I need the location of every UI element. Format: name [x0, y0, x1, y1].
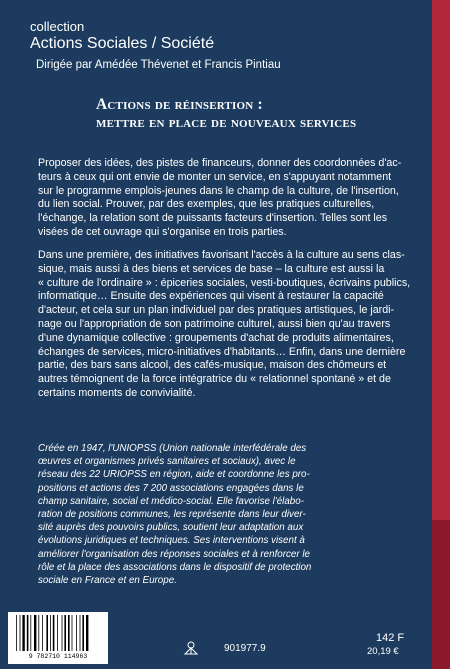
publisher-description [38, 442, 425, 587]
summary-paragraph-1 [38, 157, 425, 240]
book-title-line-2: mettre en place de nouveaux services [96, 114, 357, 131]
barcode-bar [76, 615, 77, 651]
barcode-bar [86, 615, 88, 651]
publisher-logo-icon [183, 640, 199, 656]
price-francs: 142 F [376, 632, 405, 644]
price-euros: 20,19 € [367, 646, 399, 657]
cover-footer [0, 612, 450, 669]
text-line: nage ou l'appropriation de son patrimoine culturel, aussi bien qu'au travers [38, 317, 391, 330]
text-line: sur le programme emplois-jeunes dans le champ de la culture, de l'insertion, [38, 184, 399, 197]
text-line: ration de positions communes, les représente dans leur diver- [38, 509, 306, 521]
text-line: sociale en France et en Europe. [38, 575, 177, 587]
accent-bar [432, 0, 450, 669]
text-line: visées de cet ouvrage qui s'organise en trois parties. [38, 225, 287, 238]
barcode-bar [72, 615, 73, 651]
barcode-bar [38, 615, 39, 651]
text-line: sité auprès des pouvoirs publics, soutient leur adaptation aux [38, 522, 304, 534]
text-line: réseau des 22 URIOPSS en région, aide et coordonne les pro- [38, 469, 310, 481]
barcode-bar [57, 615, 58, 651]
text-line: du lien social. Prouver, par des exemples, que les pratiques culturelles, [38, 198, 375, 211]
barcode-bar [82, 615, 84, 651]
series-title: Actions Sociales / Société [30, 35, 215, 52]
series-editors: Dirigée par Amédée Thévenet et Francis Pintiau [36, 59, 281, 71]
text-line: Créée en 1947, l'UNIOPSS (Union nationale interfédérale des [38, 443, 307, 454]
text-line: Proposer des idées, des pistes de financeurs, donner des coordonnées d'ac- [38, 157, 402, 169]
barcode-digits: 9 782710 114963 [28, 653, 88, 660]
collection-label: collection [30, 19, 85, 34]
text-line: partie, des bars sans alcool, des cafés-musique, maison des chômeurs et [38, 359, 387, 372]
text-line: l'échange, la relation sont de puissants facteurs d'insertion. Telles sont les [38, 212, 388, 225]
barcode-bar [53, 615, 55, 651]
barcode-bar [34, 615, 36, 651]
text-line: évolutions juridiques et techniques. Ses interventions visent à [38, 535, 305, 547]
text-line: œuvres et organismes privés sanitaires et sociaux), avec le [38, 456, 296, 468]
catalog-reference: 901977.9 [224, 643, 266, 654]
text-line: améliorer l'organisation des réponses sociales et à renforcer le [38, 548, 310, 560]
barcode-bar [30, 615, 31, 651]
barcode-bar [64, 615, 66, 651]
barcode-bar [20, 615, 21, 651]
book-title [96, 96, 416, 132]
barcode-bar [22, 615, 24, 651]
text-line: « culture de l'ordinaire » : épiceries sociales, vesti-boutiques, écrivains publics, [38, 276, 411, 289]
text-line: teurs à ceux qui ont envie de monter un service, en s'appuyant notamment [38, 170, 392, 183]
barcode-bars [8, 612, 108, 654]
barcode-bar [80, 615, 81, 651]
barcode-bar [46, 615, 48, 651]
isbn-barcode [8, 612, 108, 664]
text-line: d'acteur, et cela sur un plan individuel par des pratiques artistiques, le jardi- [38, 304, 395, 317]
book-title-line-1: Actions de réinsertion : [96, 96, 263, 113]
summary-paragraph-2 [38, 249, 425, 401]
barcode-bar [16, 615, 17, 651]
text-line: sique, mais aussi à des biens et services de base – la culture est aussi la [38, 262, 385, 275]
barcode-bar [42, 615, 43, 651]
text-line: certains moments de convivialité. [38, 386, 196, 399]
collection-header [30, 20, 390, 72]
barcode-bar [68, 615, 70, 651]
text-line: rôle et la place des associations dans le dispositif de protection [38, 561, 312, 573]
text-line: autres témoignent de la force intégratrice du « relationnel spontané » et de [38, 373, 391, 386]
text-line: champ sanitaire, social et médico-social. Elle favorise l'élabo- [38, 495, 304, 507]
barcode-bar [27, 615, 29, 651]
text-line: échanges de services, micro-initiatives d'habitants… Enfin, dans une dernière [38, 345, 406, 358]
barcode-bar [62, 615, 63, 651]
barcode-bar [50, 615, 51, 651]
text-line: positions et actions des 7 200 associations engagées dans le [38, 482, 304, 494]
text-line: informatique… Ensuite des expériences qui visent à restaurer la capacité [38, 290, 384, 303]
text-line: Dans une première, des initiatives favorisant l'accès à la culture au sens clas- [38, 249, 405, 261]
text-line: d'une dynamique collective : groupements d'achat de produits alimentaires, [38, 331, 394, 344]
